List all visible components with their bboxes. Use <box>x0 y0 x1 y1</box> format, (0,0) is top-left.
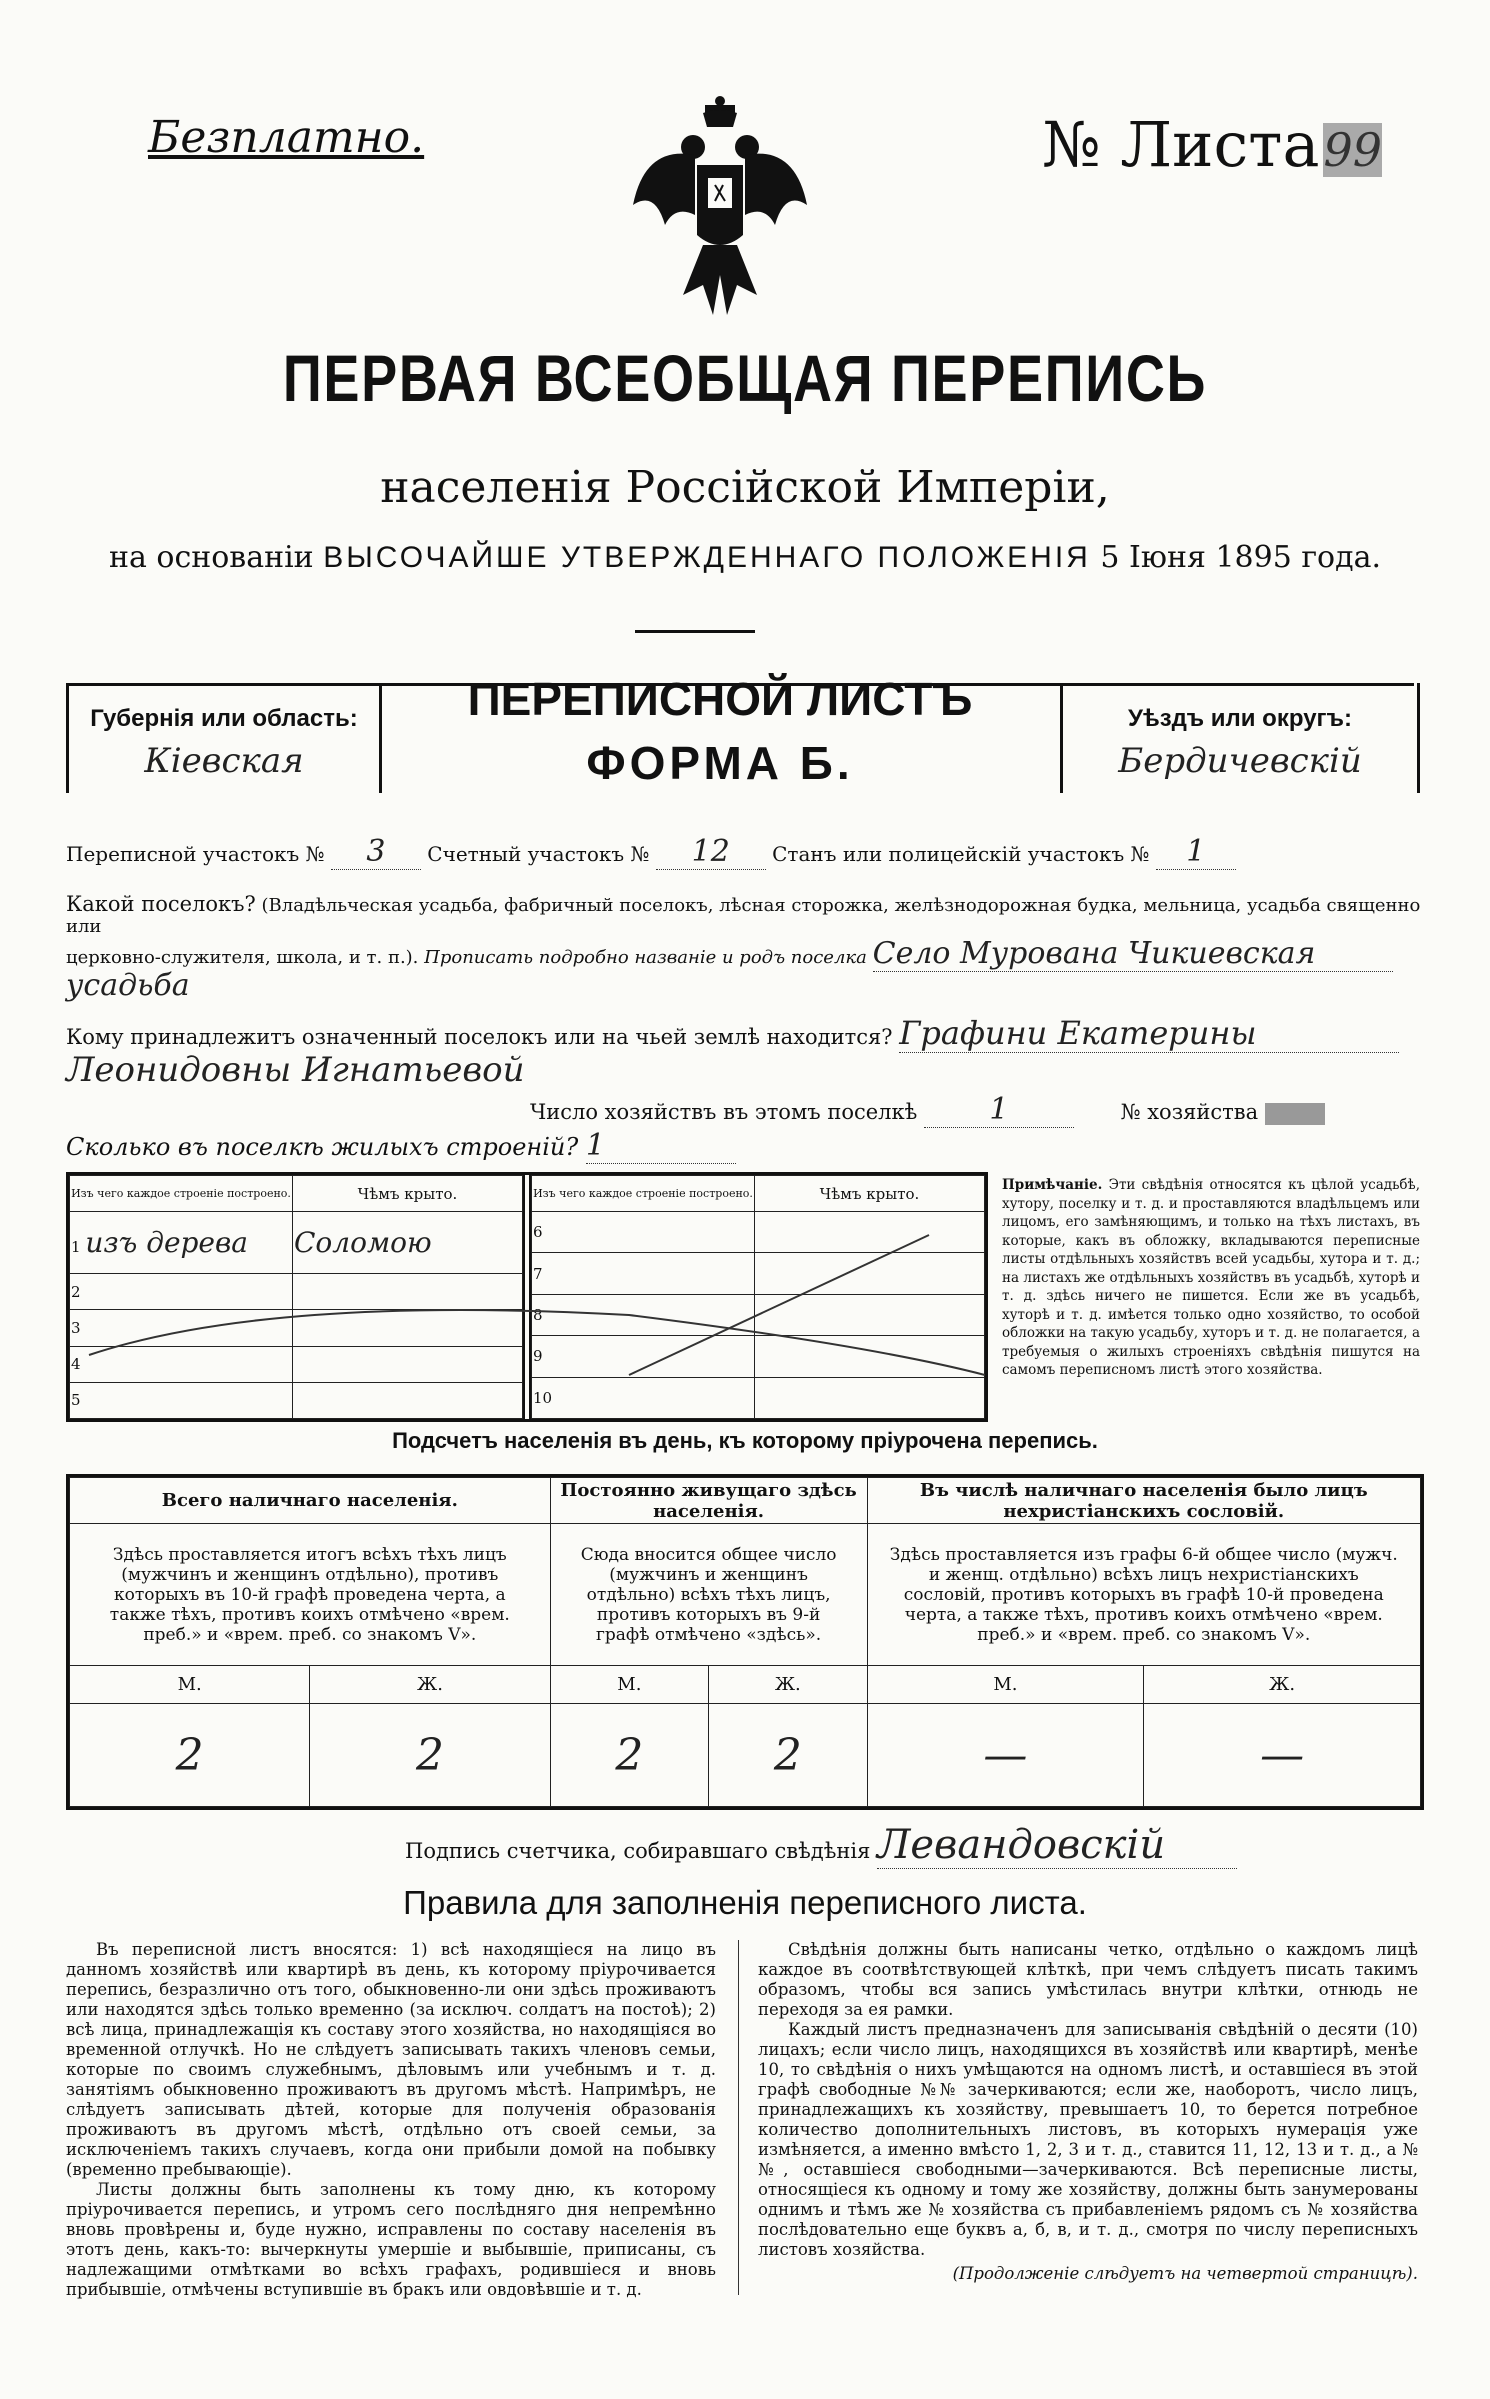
settlement-line2 <box>66 936 1426 972</box>
count-value: — <box>1144 1704 1421 1807</box>
household-no-label: № хозяйства <box>1120 1100 1259 1124</box>
sheet-number-value: 99 <box>1323 123 1382 177</box>
census-area-value: 3 <box>331 834 421 870</box>
census-area-label: Переписной участокъ № <box>66 842 325 866</box>
owner-value: Графини Екатерины <box>899 1014 1399 1053</box>
province-label: Губернія или область: <box>90 705 358 732</box>
district-value: Бердичевскій <box>1118 741 1362 781</box>
col-material-header: Изъ чего каждое строеніе построено. <box>532 1176 755 1212</box>
district-label: Уѣздъ или округъ: <box>1127 705 1353 732</box>
row-number: 7 <box>533 1264 543 1283</box>
buildings-table <box>66 1172 988 1422</box>
f-label: Ж. <box>709 1666 867 1704</box>
row-number: 3 <box>71 1318 81 1337</box>
material-value: изъ дерева <box>85 1226 248 1260</box>
settlement-question: Какой поселокъ? <box>66 892 256 916</box>
col-material-header: Изъ чего каждое строеніе построено. <box>70 1176 293 1212</box>
count-table <box>66 1474 1424 1810</box>
row-number: 8 <box>533 1305 543 1324</box>
strike-lines <box>69 1175 985 1419</box>
f-label: Ж. <box>310 1666 550 1704</box>
areas-line <box>66 834 1236 870</box>
col1-text: Здѣсь проставляется итогъ всѣхъ тѣхъ лицъ (мужчинъ и женщинъ отдѣльно), противъ которыхъ въ 10-й графѣ проведена черта, а также тѣхъ, противъ коихъ отмѣчено «врем. преб.» и «врем. преб. со знакомъ V». <box>70 1524 551 1666</box>
rules-left-p2: Листы должны быть заполнены къ тому дню, къ которому пріурочивается перепись, и утромъ сего послѣдняго дня непремѣнно вновь провѣрены и, буде нужно, исправлены по составу населенія въ этотъ день, какъ-то: вычеркнуты умершіе и выбывшіе, приписаны, съ надлежащими отмѣтками во всѣхъ графахъ, родившіеся и вновь прибывшіе, отмѣчены вступившіе въ бракъ или овдовѣвшіе и т. д. <box>66 2180 716 2299</box>
col1-title: Всего наличнаго населенія. <box>70 1478 551 1524</box>
imperial-eagle-emblem <box>625 95 815 335</box>
count-area-label: Счетный участокъ № <box>427 842 650 866</box>
row-number: 6 <box>533 1223 543 1242</box>
households-label: Число хозяйствъ въ этомъ поселкѣ <box>530 1100 918 1124</box>
f-label: Ж. <box>1144 1666 1421 1704</box>
stan-value: 1 <box>1156 834 1236 870</box>
count-value: 2 <box>310 1704 550 1807</box>
owner-question: Кому принадлежитъ означенный поселокъ или на чьей землѣ находится? <box>66 1025 893 1049</box>
note-label: Примѣчаніе. <box>1002 1177 1103 1193</box>
households-line <box>530 1092 1325 1128</box>
row-number: 1 <box>71 1238 81 1257</box>
col3-title: Въ числѣ наличнаго населенія было лицъ нехристіанскихъ сословій. <box>867 1478 1420 1524</box>
row-number: 2 <box>71 1282 81 1301</box>
roof-value: Соломою <box>293 1212 523 1274</box>
rules-left-p1: Въ переписной листъ вносятся: 1) всѣ находящіеся на лицо въ данномъ хозяйствѣ или квартирѣ въ день, къ которому пріурочивается перепись, безразлично отъ того, обыкновенно-ли они здѣсь проживаютъ или находятся здѣсь только временно (за исключ. солдатъ на постоѣ); 2) всѣ лица, принадлежащія къ составу этого хозяйства, но находящіяся во временной отлучкѣ. Но не слѣдуетъ записывать такихъ членовъ семьи, которые по своимъ служебнымъ, дѣловымъ или учебнымъ и т. д. занятіямъ обыкновенно проживаютъ въ другомъ мѣстѣ. Напримѣръ, не слѣдуетъ записывать дѣтей, которые для полученія образованія проживаютъ въ другомъ мѣстѣ, отдѣльно отъ своей семьи, за исключеніемъ такихъ случаевъ, когда они прибыли домой на побывку (временно пребывающіе). <box>66 1940 716 2179</box>
rules-title: Правила для заполненія переписного листа. <box>403 1884 1087 1921</box>
rules-right-p2: Каждый листъ предназначенъ для записыванія свѣдѣній о десяти (10) лицахъ; если число лицъ, находящихся въ хозяйствѣ или квартирѣ, менѣе 10, то свѣдѣнія о нихъ умѣщаются на одномъ листѣ, и оставшіеся въ этой графѣ свободные №№ зачеркиваются; если же, наоборотъ, число лицъ, принадлежащихъ къ хозяйству, превышаетъ 10, то берется потребное количество дополнительныхъ листовъ, въ которыхъ нумерація уже измѣняется, а именно вмѣсто 1, 2, 3 и т. д., ставится 11, 12, 13 и т. д., а №№, оставшіеся свободными—зачеркиваются. Всѣ переписные листы, относящіеся къ одному и тому же хозяйству, должны быть занумерованы однимъ и тѣмъ же № хозяйства съ прибавленіемъ рядомъ съ № хозяйства послѣдовательно еще буквъ а, б, в, и т. д., смотря по числу переписныхъ листовъ хозяйства. <box>758 2020 1418 2259</box>
col2-title: Постоянно живущаго здѣсь населенія. <box>550 1478 867 1524</box>
owner-line <box>66 1014 1426 1053</box>
sheet-number <box>1042 108 1382 181</box>
settlement-value-2: усадьба <box>66 968 190 1003</box>
divider <box>635 630 755 633</box>
settlement-hint2: церковно-служителя, школа, и т. п.). <box>66 947 419 968</box>
buildings-value: 1 <box>586 1128 736 1164</box>
col-roof-header: Чѣмъ крыто. <box>755 1176 985 1212</box>
count-value: 2 <box>709 1704 867 1807</box>
col2-text: Сюда вносится общее число (мужчинъ и женщинъ отдѣльно) всѣхъ тѣхъ лицъ, противъ которыхъ въ 9-й графѣ отмѣчено «здѣсь». <box>550 1524 867 1666</box>
free-label: Безплатно. <box>148 112 425 163</box>
m-label: М. <box>70 1666 310 1704</box>
owner-value-2: Леонидовны Игнатьевой <box>66 1050 525 1090</box>
buildings-line <box>66 1128 736 1164</box>
main-title-wrap <box>0 340 1490 416</box>
count-value: — <box>867 1704 1144 1807</box>
basis-date: 5 Іюня 1895 года. <box>1100 540 1382 575</box>
rules-right <box>758 1940 1418 2284</box>
households-value: 1 <box>924 1092 1074 1128</box>
settlement-line1 <box>66 892 1426 937</box>
settlement-hint-italic: Прописать подробно названіе и родъ поселка <box>424 947 867 968</box>
form-label: ФОРМА Б. <box>586 737 854 789</box>
province-value: Кіевская <box>144 741 304 781</box>
household-no-redaction <box>1265 1103 1325 1125</box>
note-text: Эти свѣдѣнія относятся къ цѣлой усадьбѣ, хутору, поселку и т. д. и проставляются владѣльцемъ или лицомъ, его замѣняющимъ, и только на тѣхъ листахъ, въ которые, какъ въ обложку, вкладываются переписные листы отдѣльныхъ хозяйствъ всей усадьбы, хутора и т. д.; на листахъ же отдѣльныхъ хозяйствъ въ усадьбѣ, хуторѣ и т. д. здѣсь ничего не пишется. Если же въ усадьбѣ, хуторѣ и т. д. имѣется только одно хозяйство, то особой обложки на такую усадьбу, хуторъ и т. д. не полагается, а требуемыя о жилыхъ строеніяхъ свѣдѣнія пишутся на самомъ переписномъ листѣ этого хозяйства. <box>1002 1177 1420 1378</box>
count-area-value: 12 <box>656 834 766 870</box>
signature-label: Подпись счетчика, собиравшаго свѣдѣнія <box>405 1839 871 1863</box>
province-box <box>66 683 382 793</box>
count-value: 2 <box>70 1704 310 1807</box>
sheet-number-label: № Листа <box>1042 108 1320 181</box>
row-number: 10 <box>533 1388 553 1407</box>
rules-left <box>66 1940 716 2300</box>
settlement-value: Село Мурована Чикиевская <box>873 936 1393 972</box>
signature-value: Левандовскій <box>877 1822 1237 1869</box>
sheet-title: ПЕРЕПИСНОЙ ЛИСТЪ <box>467 673 973 725</box>
district-box <box>1060 683 1420 793</box>
basis-prefix: на основаніи <box>108 540 314 575</box>
m-label: М. <box>867 1666 1144 1704</box>
basis-caps: ВЫСОЧАЙШЕ УТВЕРЖДЕННАГО ПОЛОЖЕНІЯ <box>323 541 1091 574</box>
m-label: М. <box>550 1666 708 1704</box>
rules-continued: (Продолженіе слѣдуетъ на четвертой страницѣ). <box>952 2264 1418 2283</box>
stan-label: Станъ или полицейскій участокъ № <box>772 842 1150 866</box>
note <box>1002 1176 1420 1380</box>
col-roof-header: Чѣмъ крыто. <box>293 1176 523 1212</box>
row-number: 5 <box>71 1391 81 1410</box>
count-grid <box>69 1477 1421 1807</box>
col3-text: Здѣсь проставляется изъ графы 6-й общее число (мужч. и женщ. отдѣльно) всѣхъ лицъ нехристіанскихъ сословій, противъ которыхъ въ графѣ 10-й проведена черта, а также тѣхъ, противъ коихъ отмѣчено «врем. преб.» и «врем. преб. со знакомъ V». <box>867 1524 1420 1666</box>
signature-line <box>405 1822 1237 1869</box>
basis-line <box>0 540 1490 575</box>
subtitle: населенія Россійской Имперіи, <box>380 462 1110 513</box>
main-title: ПЕРВАЯ ВСЕОБЩАЯ ПЕРЕПИСЬ <box>282 341 1208 415</box>
buildings-label: Сколько въ поселкѣ жилыхъ строеній? <box>66 1133 579 1161</box>
settlement-hint1: (Владѣльческая усадьба, фабричный поселокъ, лѣсная сторожка, желѣзнодорожная будка, мельница, усадьба священно или <box>66 895 1421 937</box>
row-number: 4 <box>71 1355 81 1374</box>
row-number: 9 <box>533 1347 543 1366</box>
rules-right-p1: Свѣдѣнія должны быть написаны четко, отдѣльно о каждомъ лицѣ каждое въ соотвѣтствующей клѣткѣ, при чемъ слѣдуетъ писать такимъ образомъ, чтобы вся запись умѣстилась внутри клѣтки, отнюдь не переходя за ея рамки. <box>758 1940 1418 2019</box>
count-value: 2 <box>550 1704 708 1807</box>
count-title: Подсчетъ населенія въ день, къ которому пріурочена перепись. <box>392 1428 1098 1453</box>
rules-column-divider <box>738 1940 739 2295</box>
